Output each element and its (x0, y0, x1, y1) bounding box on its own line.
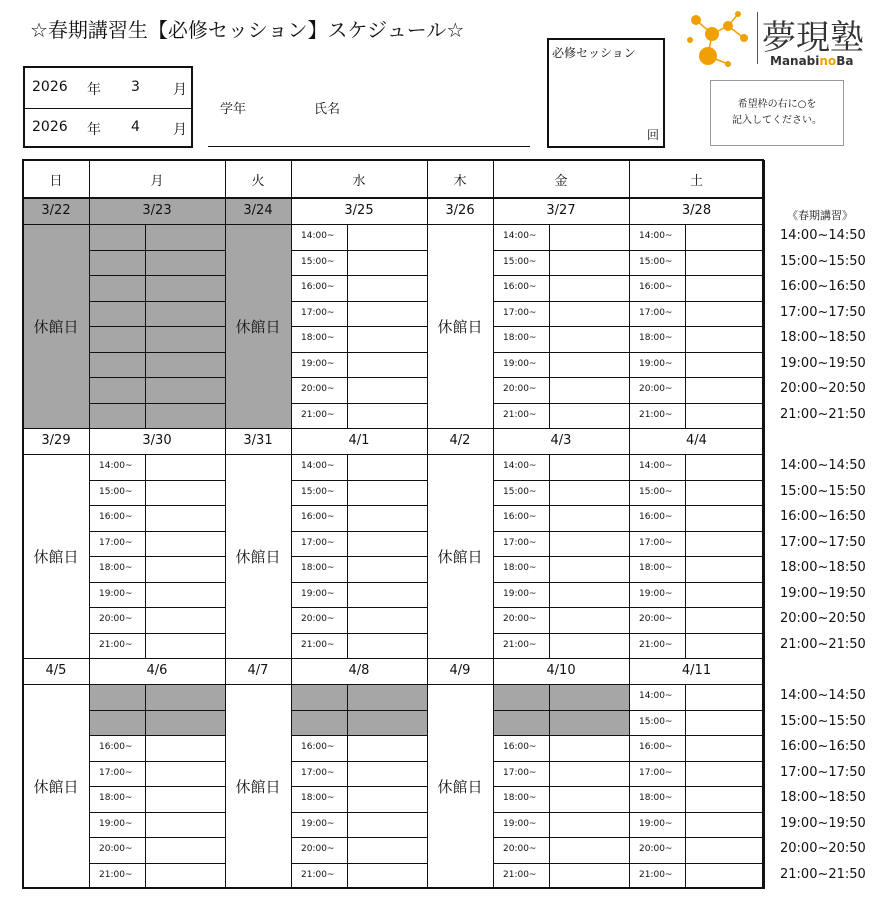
slot-time-label: 21:00~ (301, 639, 335, 650)
slot-time-label: 19:00~ (639, 588, 673, 599)
slot-time-label: 21:00~ (503, 869, 537, 880)
slot-mark-cell (145, 326, 226, 353)
slot-time-label: 14:00~ (301, 461, 335, 471)
slot-time-label: 16:00~ (503, 742, 537, 752)
slot-time-label: 14:00~ (503, 461, 537, 471)
slot-time-label: 16:00~ (639, 282, 673, 292)
closed-label: 休館日 (235, 778, 281, 796)
slot-mark-cell[interactable] (347, 224, 428, 251)
name-label: 氏名 (314, 102, 341, 117)
right-panel-time: 19:00~19:50 (780, 585, 866, 601)
slot-time-label: 20:00~ (639, 844, 673, 854)
slot-time-label: 17:00~ (301, 767, 335, 778)
slot-time-label: 16:00~ (301, 282, 335, 292)
slot-mark-cell[interactable] (549, 837, 630, 864)
month-value: 4 (131, 119, 140, 135)
date-label: 3/23 (142, 203, 172, 218)
slot-mark-cell[interactable] (347, 480, 428, 507)
right-panel-time: 16:00~16:50 (780, 509, 866, 524)
slot-mark-cell[interactable] (685, 301, 765, 328)
right-panel-time: 15:00~15:50 (780, 483, 866, 499)
slot-time-label: 19:00~ (301, 818, 335, 829)
right-panel-time: 17:00~17:50 (780, 304, 866, 320)
slot-mark-cell[interactable] (685, 607, 765, 634)
closed-label: 休館日 (437, 548, 483, 566)
slot-time-cell (89, 710, 146, 737)
date-label: 4/10 (546, 663, 576, 678)
slot-time-label: 19:00~ (99, 818, 133, 829)
slot-mark-cell[interactable] (145, 735, 226, 762)
slot-time-label: 18:00~ (639, 563, 673, 573)
page-title: ☆春期講習生【必修セッション】スケジュール☆ (30, 18, 465, 42)
right-panel-heading: 《春期講習》 (787, 209, 853, 222)
slot-time-label: 17:00~ (99, 767, 133, 778)
year-label: 年 (87, 82, 101, 98)
slot-mark-cell[interactable] (347, 556, 428, 583)
slot-mark-cell[interactable] (347, 633, 428, 660)
slot-mark-cell[interactable] (685, 352, 765, 379)
slot-time-label: 21:00~ (639, 409, 673, 420)
slot-time-label: 17:00~ (301, 307, 335, 318)
slot-time-label: 16:00~ (503, 512, 537, 522)
note-line-1: 希望枠の右に○を (737, 99, 817, 110)
slot-mark-cell[interactable] (685, 403, 765, 430)
right-panel-time: 15:00~15:50 (780, 713, 866, 729)
slot-mark-cell (549, 684, 630, 711)
slot-mark-cell[interactable] (347, 377, 428, 404)
right-panel-time: 16:00~16:50 (780, 279, 866, 294)
slot-time-label: 18:00~ (99, 793, 133, 803)
slot-mark-cell[interactable] (549, 250, 630, 277)
session-label: 必修セッション (552, 46, 636, 60)
date-label: 3/24 (243, 203, 273, 218)
slot-time-label: 18:00~ (301, 333, 335, 343)
slot-mark-cell[interactable] (549, 301, 630, 328)
slot-time-label: 15:00~ (639, 486, 673, 497)
slot-time-label: 19:00~ (639, 818, 673, 829)
slot-time-label: 17:00~ (639, 307, 673, 318)
slot-time-label: 21:00~ (99, 869, 133, 880)
right-panel-time: 21:00~21:50 (780, 866, 866, 882)
slot-mark-cell[interactable] (549, 607, 630, 634)
slot-mark-cell (145, 377, 226, 404)
slot-time-label: 17:00~ (639, 537, 673, 548)
slot-time-label: 17:00~ (639, 767, 673, 778)
slot-mark-cell[interactable] (549, 403, 630, 430)
slot-mark-cell (145, 352, 226, 379)
slot-mark-cell[interactable] (549, 224, 630, 251)
closed-label: 休館日 (33, 548, 79, 566)
weekday-label: 月 (150, 174, 164, 189)
slot-time-label: 21:00~ (639, 639, 673, 650)
slot-time-label: 21:00~ (503, 639, 537, 650)
slot-mark-cell (145, 684, 226, 711)
slot-mark-cell[interactable] (549, 275, 630, 302)
slot-mark-cell[interactable] (549, 377, 630, 404)
slot-mark-cell[interactable] (347, 454, 428, 481)
date-label: 3/31 (243, 433, 273, 448)
slot-mark-cell (145, 275, 226, 302)
date-label: 3/27 (546, 203, 576, 218)
logo-name: 夢現塾 (762, 18, 864, 58)
closed-label: 休館日 (235, 548, 281, 566)
slot-time-label: 15:00~ (639, 716, 673, 727)
slot-time-cell (89, 403, 146, 430)
month-value: 3 (131, 79, 140, 95)
slot-mark-cell[interactable] (145, 480, 226, 507)
right-panel-time: 20:00~20:50 (780, 611, 866, 626)
slot-time-cell (89, 275, 146, 302)
date-label: 3/28 (681, 203, 712, 218)
right-panel-time: 21:00~21:50 (780, 636, 866, 652)
grade-label: 学年 (220, 102, 247, 117)
date-label: 3/26 (445, 203, 475, 218)
slot-mark-cell[interactable] (685, 454, 765, 481)
slot-time-label: 15:00~ (301, 486, 335, 497)
slot-mark-cell[interactable] (347, 863, 428, 890)
weekday-label: 火 (251, 174, 265, 189)
slot-time-label: 15:00~ (301, 256, 335, 267)
slot-time-label: 17:00~ (503, 767, 537, 778)
right-panel-time: 16:00~16:50 (780, 739, 866, 754)
slot-mark-cell (347, 684, 428, 711)
slot-mark-cell[interactable] (347, 505, 428, 532)
slot-mark-cell[interactable] (549, 454, 630, 481)
slot-time-label: 18:00~ (301, 793, 335, 803)
slot-mark-cell[interactable] (549, 556, 630, 583)
slot-time-label: 14:00~ (639, 231, 673, 241)
slot-mark-cell (145, 250, 226, 277)
note-line-2: 記入してください。 (732, 115, 822, 126)
weekday-label: 水 (352, 174, 366, 189)
slot-mark-cell[interactable] (549, 352, 630, 379)
slot-mark-cell[interactable] (145, 454, 226, 481)
slot-time-label: 18:00~ (503, 333, 537, 343)
slot-time-cell (89, 326, 146, 353)
slot-time-label: 15:00~ (99, 486, 133, 497)
slot-mark-cell[interactable] (347, 812, 428, 839)
slot-time-label: 16:00~ (503, 282, 537, 292)
slot-time-label: 20:00~ (301, 384, 335, 394)
count-label: 回 (646, 128, 659, 142)
date-label: 3/22 (41, 203, 71, 218)
slot-time-label: 17:00~ (503, 307, 537, 318)
slot-mark-cell[interactable] (685, 224, 765, 251)
closed-label: 休館日 (33, 778, 79, 796)
slot-mark-cell[interactable] (685, 480, 765, 507)
date-label: 4/7 (247, 663, 269, 678)
right-panel-time: 19:00~19:50 (780, 815, 866, 831)
slot-time-label: 17:00~ (301, 537, 335, 548)
slot-time-label: 16:00~ (99, 742, 133, 752)
logo-subtitle: ManabinoBa (770, 54, 854, 68)
slot-mark-cell[interactable] (685, 531, 765, 558)
slot-time-label: 14:00~ (301, 231, 335, 241)
slot-time-cell (291, 684, 348, 711)
weekday-label: 土 (689, 174, 703, 189)
slot-mark-cell[interactable] (145, 556, 226, 583)
right-panel-time: 20:00~20:50 (780, 841, 866, 856)
slot-mark-cell[interactable] (549, 786, 630, 813)
slot-time-cell (89, 684, 146, 711)
slot-mark-cell (549, 710, 630, 737)
slot-mark-cell[interactable] (347, 250, 428, 277)
slot-time-label: 21:00~ (301, 409, 335, 420)
date-label: 4/1 (348, 433, 370, 448)
slot-time-cell (89, 377, 146, 404)
slot-time-label: 18:00~ (639, 333, 673, 343)
slot-time-label: 19:00~ (503, 818, 537, 829)
slot-time-label: 18:00~ (639, 793, 673, 803)
slot-mark-cell (145, 403, 226, 430)
slot-mark-cell[interactable] (685, 250, 765, 277)
slot-mark-cell (145, 301, 226, 328)
date-label: 4/4 (686, 433, 707, 448)
month-label: 月 (173, 82, 187, 98)
right-panel-time: 14:00~14:50 (780, 688, 866, 703)
slot-time-label: 20:00~ (301, 844, 335, 854)
closed-label: 休館日 (235, 318, 281, 336)
slot-mark-cell[interactable] (347, 786, 428, 813)
slot-time-label: 15:00~ (639, 256, 673, 267)
right-panel-time: 17:00~17:50 (780, 534, 866, 550)
slot-mark-cell[interactable] (685, 710, 765, 737)
slot-mark-cell[interactable] (549, 582, 630, 609)
slot-time-label: 20:00~ (301, 614, 335, 624)
slot-mark-cell[interactable] (347, 735, 428, 762)
slot-time-cell (493, 710, 550, 737)
slot-time-label: 14:00~ (99, 461, 133, 471)
slot-time-label: 14:00~ (503, 231, 537, 241)
slot-time-label: 21:00~ (301, 869, 335, 880)
date-label: 3/29 (41, 433, 71, 448)
date-label: 4/11 (681, 663, 712, 678)
right-panel-time: 21:00~21:50 (780, 406, 866, 422)
slot-mark-cell[interactable] (145, 582, 226, 609)
slot-time-label: 14:00~ (639, 691, 673, 701)
slot-mark-cell[interactable] (347, 352, 428, 379)
slot-time-label: 14:00~ (639, 461, 673, 471)
slot-mark-cell[interactable] (145, 761, 226, 788)
slot-mark-cell[interactable] (685, 837, 765, 864)
slot-mark-cell[interactable] (549, 761, 630, 788)
slot-mark-cell[interactable] (549, 735, 630, 762)
slot-mark-cell[interactable] (145, 633, 226, 660)
slot-mark-cell[interactable] (145, 531, 226, 558)
slot-mark-cell[interactable] (145, 812, 226, 839)
right-panel-time: 15:00~15:50 (780, 253, 866, 269)
slot-time-label: 16:00~ (639, 512, 673, 522)
slot-time-label: 18:00~ (301, 563, 335, 573)
slot-mark-cell[interactable] (685, 786, 765, 813)
date-label: 4/8 (348, 663, 370, 678)
slot-time-cell (89, 224, 146, 251)
date-label: 4/2 (449, 433, 471, 448)
year-label: 年 (87, 122, 101, 138)
slot-mark-cell[interactable] (685, 326, 765, 353)
right-panel-time: 20:00~20:50 (780, 381, 866, 396)
right-panel-time: 14:00~14:50 (780, 228, 866, 243)
slot-time-label: 15:00~ (503, 256, 537, 267)
slot-mark-cell[interactable] (685, 761, 765, 788)
slot-time-label: 19:00~ (301, 588, 335, 599)
slot-time-label: 20:00~ (503, 614, 537, 624)
date-label: 3/25 (344, 203, 374, 218)
slot-mark-cell[interactable] (347, 403, 428, 430)
year-value: 2026 (32, 119, 68, 135)
closed-label: 休館日 (437, 778, 483, 796)
month-label: 月 (173, 122, 187, 138)
slot-time-label: 16:00~ (301, 512, 335, 522)
slot-time-label: 19:00~ (301, 358, 335, 369)
slot-mark-cell[interactable] (347, 582, 428, 609)
slot-mark-cell[interactable] (347, 837, 428, 864)
slot-mark-cell (145, 710, 226, 737)
weekday-label: 木 (453, 174, 467, 189)
slot-time-label: 19:00~ (503, 358, 537, 369)
slot-time-label: 16:00~ (639, 742, 673, 752)
date-label: 4/9 (449, 663, 471, 678)
slot-time-label: 16:00~ (301, 742, 335, 752)
slot-mark-cell[interactable] (685, 556, 765, 583)
slot-time-label: 16:00~ (99, 512, 133, 522)
date-label: 4/3 (550, 433, 572, 448)
slot-mark-cell (145, 224, 226, 251)
slot-time-label: 20:00~ (99, 614, 133, 624)
slot-mark-cell[interactable] (685, 582, 765, 609)
date-label: 3/30 (142, 433, 172, 448)
slot-mark-cell[interactable] (685, 505, 765, 532)
slot-mark-cell[interactable] (347, 275, 428, 302)
date-label: 4/5 (45, 663, 67, 678)
slot-mark-cell[interactable] (685, 812, 765, 839)
slot-mark-cell[interactable] (549, 505, 630, 532)
slot-mark-cell[interactable] (549, 863, 630, 890)
slot-mark-cell[interactable] (685, 275, 765, 302)
slot-time-label: 21:00~ (99, 639, 133, 650)
slot-time-label: 19:00~ (99, 588, 133, 599)
slot-mark-cell[interactable] (549, 812, 630, 839)
slot-mark-cell[interactable] (685, 633, 765, 660)
slot-mark-cell[interactable] (685, 684, 765, 711)
slot-mark-cell[interactable] (347, 531, 428, 558)
slot-mark-cell[interactable] (347, 301, 428, 328)
slot-time-label: 20:00~ (639, 384, 673, 394)
slot-time-label: 20:00~ (639, 614, 673, 624)
slot-time-label: 19:00~ (503, 588, 537, 599)
slot-time-label: 20:00~ (503, 384, 537, 394)
slot-time-label: 20:00~ (99, 844, 133, 854)
right-panel-time: 18:00~18:50 (780, 560, 866, 575)
slot-time-label: 15:00~ (503, 486, 537, 497)
slot-time-label: 20:00~ (503, 844, 537, 854)
slot-mark-cell[interactable] (685, 735, 765, 762)
year-value: 2026 (32, 79, 68, 95)
slot-time-label: 21:00~ (503, 409, 537, 420)
right-panel-time: 18:00~18:50 (780, 330, 866, 345)
slot-time-cell (493, 684, 550, 711)
slot-time-label: 17:00~ (99, 537, 133, 548)
slot-time-label: 18:00~ (503, 563, 537, 573)
slot-mark-cell[interactable] (685, 863, 765, 890)
right-panel-time: 19:00~19:50 (780, 355, 866, 371)
slot-mark-cell[interactable] (347, 326, 428, 353)
weekday-label: 日 (49, 174, 63, 189)
slot-mark-cell[interactable] (145, 837, 226, 864)
right-panel-time: 14:00~14:50 (780, 458, 866, 473)
slot-mark-cell[interactable] (549, 531, 630, 558)
slot-time-cell (89, 301, 146, 328)
slot-time-label: 18:00~ (503, 793, 537, 803)
slot-mark-cell[interactable] (145, 607, 226, 634)
slot-time-cell (89, 352, 146, 379)
date-label: 4/6 (146, 663, 168, 678)
slot-mark-cell[interactable] (347, 607, 428, 634)
slot-mark-cell[interactable] (549, 480, 630, 507)
slot-time-label: 18:00~ (99, 563, 133, 573)
slot-mark-cell (347, 710, 428, 737)
slot-time-label: 19:00~ (639, 358, 673, 369)
slot-mark-cell[interactable] (145, 863, 226, 890)
slot-mark-cell[interactable] (549, 326, 630, 353)
closed-label: 休館日 (437, 318, 483, 336)
right-panel-time: 17:00~17:50 (780, 764, 866, 780)
weekday-label: 金 (554, 174, 568, 189)
slot-time-label: 21:00~ (639, 869, 673, 880)
slot-mark-cell[interactable] (549, 633, 630, 660)
slot-mark-cell[interactable] (347, 761, 428, 788)
slot-mark-cell[interactable] (145, 505, 226, 532)
slot-mark-cell[interactable] (685, 377, 765, 404)
slot-mark-cell[interactable] (145, 786, 226, 813)
closed-label: 休館日 (33, 318, 79, 336)
slot-time-cell (89, 250, 146, 277)
slot-time-cell (291, 710, 348, 737)
right-panel-time: 18:00~18:50 (780, 790, 866, 805)
slot-time-label: 17:00~ (503, 537, 537, 548)
